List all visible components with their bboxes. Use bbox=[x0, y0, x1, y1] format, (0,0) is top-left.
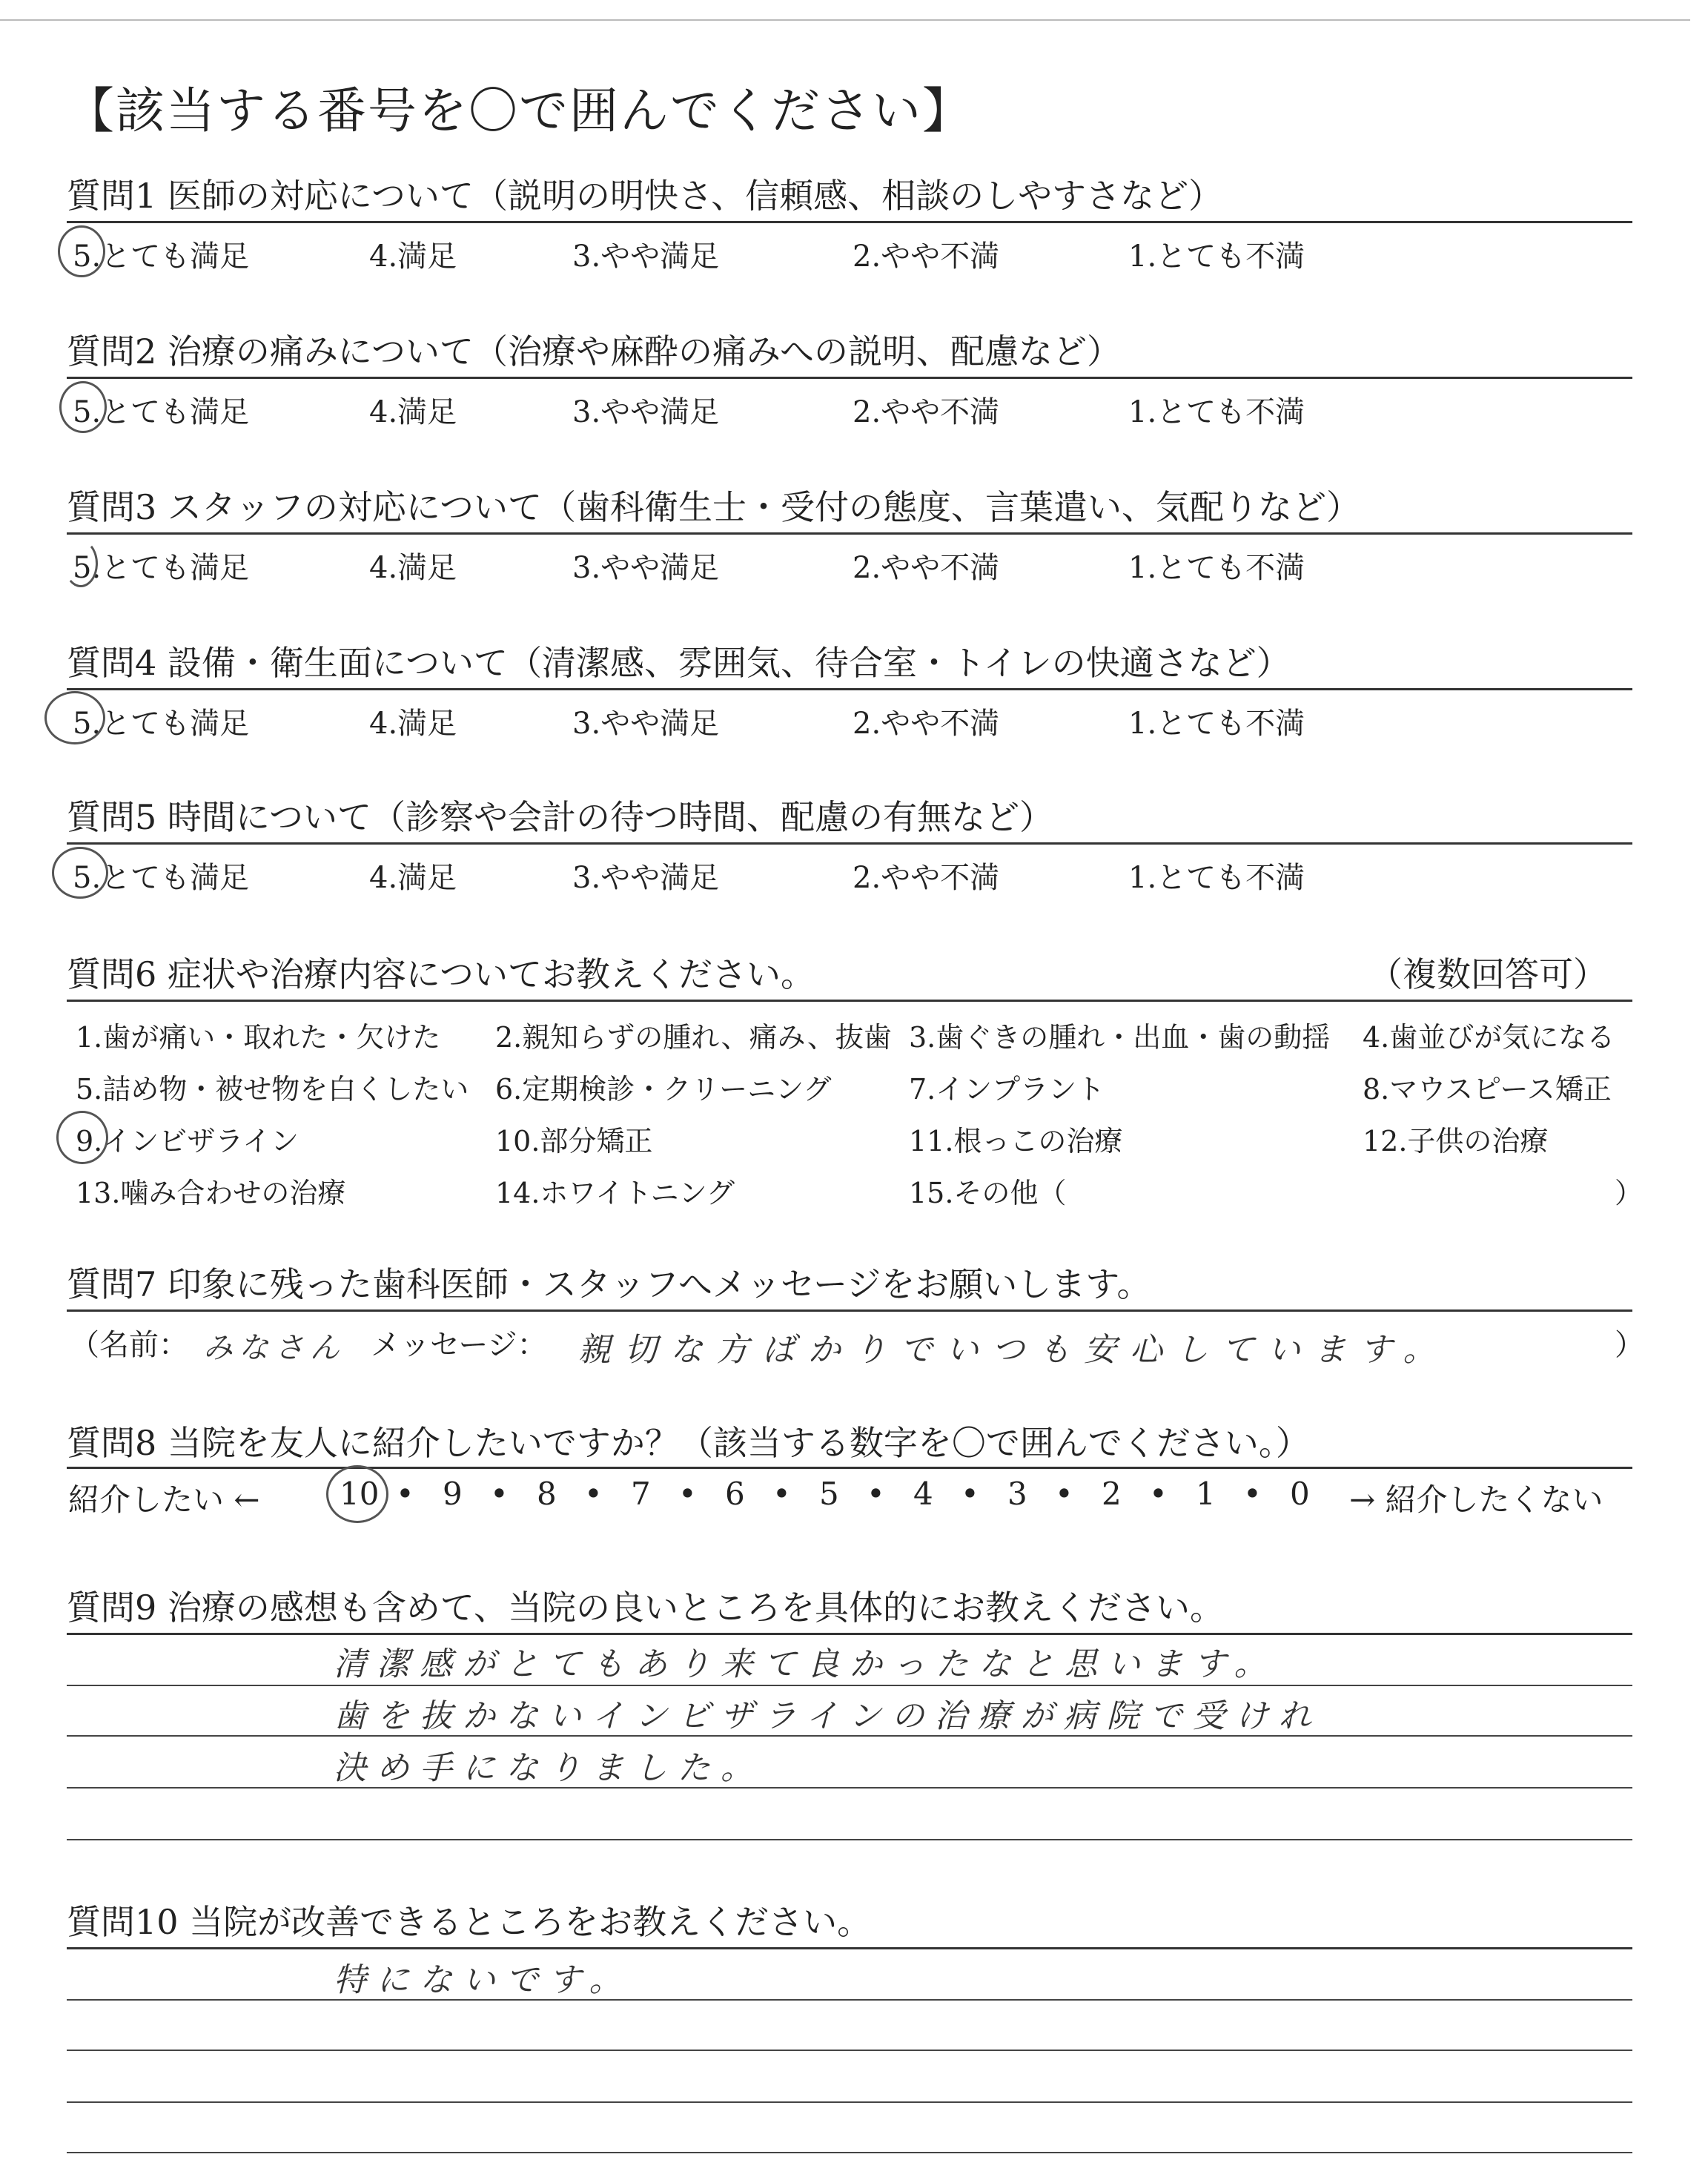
q3-option-2[interactable]: 2.やや不満 bbox=[853, 551, 1000, 585]
q2-option-1[interactable]: 1.とても不満 bbox=[1128, 395, 1305, 429]
q6-option-7[interactable]: 7.インプラント bbox=[909, 1073, 1105, 1106]
question-6-label: 質問6 症状や治療内容についてお教えください。 bbox=[67, 954, 815, 994]
q8-right-label: → 紹介したくない bbox=[1349, 1482, 1603, 1518]
q8-scale-separator: • bbox=[584, 1476, 603, 1512]
question-6-note: （複数回答可） bbox=[1368, 954, 1607, 994]
q1-option-2[interactable]: 2.やや不満 bbox=[853, 240, 1000, 274]
question-7-label: 質問7 印象に残った歯科医師・スタッフへメッセージをお願いします。 bbox=[67, 1264, 1151, 1304]
q4-selection-circle bbox=[44, 691, 105, 744]
q1-option-3[interactable]: 3.やや満足 bbox=[572, 240, 720, 274]
q6-selection-circle bbox=[56, 1111, 108, 1164]
q8-scale-separator: • bbox=[490, 1476, 509, 1512]
question-10-label: 質問10 当院が改善できるところをお教えください。 bbox=[67, 1902, 872, 1942]
q8-scale-separator: • bbox=[867, 1476, 885, 1512]
q6-option-14[interactable]: 14.ホワイトニング bbox=[495, 1177, 735, 1209]
q4-option-1[interactable]: 1.とても不満 bbox=[1128, 707, 1305, 741]
q3-option-3[interactable]: 3.やや満足 bbox=[572, 551, 720, 585]
q10-answer-text[interactable]: 特にないです。 bbox=[334, 1961, 632, 1999]
q7-close-paren: ） bbox=[1615, 1328, 1644, 1362]
q7-name-label: （名前： bbox=[70, 1328, 188, 1362]
q9-answer-line bbox=[67, 1685, 1632, 1686]
q6-option-13[interactable]: 13.噛み合わせの治療 bbox=[76, 1177, 346, 1209]
q6-option-11[interactable]: 11.根っこの治療 bbox=[909, 1125, 1123, 1157]
question-8-label: 質問8 当院を友人に紹介したいですか？（該当する数字を〇で囲んでください。） bbox=[67, 1423, 1310, 1463]
q2-selection-circle bbox=[59, 381, 107, 433]
q5-option-5[interactable]: 5.とても満足 bbox=[73, 861, 250, 895]
q3-option-4[interactable]: 4.満足 bbox=[369, 551, 457, 585]
q10-answer-line bbox=[67, 1999, 1632, 2001]
q8-scale-10[interactable]: 10 bbox=[340, 1476, 380, 1512]
q4-option-4[interactable]: 4.満足 bbox=[369, 707, 457, 741]
q4-option-2[interactable]: 2.やや不満 bbox=[853, 707, 1000, 741]
q8-scale-0[interactable]: 0 bbox=[1290, 1476, 1310, 1512]
q2-option-2[interactable]: 2.やや不満 bbox=[853, 395, 1000, 429]
q8-scale-4[interactable]: 4 bbox=[913, 1476, 933, 1512]
q1-option-1[interactable]: 1.とても不満 bbox=[1128, 240, 1305, 274]
q8-scale-6[interactable]: 6 bbox=[725, 1476, 745, 1512]
q8-scale-separator: • bbox=[772, 1476, 791, 1512]
q4-option-3[interactable]: 3.やや満足 bbox=[572, 707, 720, 741]
q1-selection-circle bbox=[58, 225, 105, 277]
q7-name-value[interactable]: みなさん bbox=[203, 1331, 345, 1365]
question-5-rule bbox=[67, 842, 1632, 845]
q9-answer-line bbox=[67, 1787, 1632, 1789]
q3-selection-circle bbox=[64, 540, 98, 587]
q8-scale-separator: • bbox=[961, 1476, 979, 1512]
q6-option-4[interactable]: 4.歯並びが気になる bbox=[1363, 1021, 1615, 1054]
q8-scale-7[interactable]: 7 bbox=[631, 1476, 651, 1512]
q6-option-8[interactable]: 8.マウスピース矯正 bbox=[1363, 1073, 1612, 1106]
q2-option-4[interactable]: 4.満足 bbox=[369, 395, 457, 429]
question-9-label: 質問9 治療の感想も含めて、当院の良いところを具体的にお教えください。 bbox=[67, 1588, 1224, 1628]
q6-option-1[interactable]: 1.歯が痛い・取れた・欠けた bbox=[76, 1021, 441, 1054]
q6-option-15[interactable]: 15.その他（ bbox=[909, 1177, 1067, 1209]
q8-scale-separator: • bbox=[396, 1476, 414, 1512]
question-7-rule bbox=[67, 1309, 1632, 1312]
q9-answer-text[interactable]: 歯を抜かないインビザラインの治療が病院で受けれ bbox=[334, 1697, 1322, 1735]
q6-option-5[interactable]: 5.詰め物・被せ物を白くしたい bbox=[76, 1073, 469, 1106]
question-5-label: 質問5 時間について（診察や会計の待つ時間、配慮の有無など） bbox=[67, 797, 1053, 837]
question-3-rule bbox=[67, 532, 1632, 535]
q8-scale-separator: • bbox=[1055, 1476, 1073, 1512]
q5-option-3[interactable]: 3.やや満足 bbox=[572, 861, 720, 895]
q5-option-1[interactable]: 1.とても不満 bbox=[1128, 861, 1305, 895]
q6-option-12[interactable]: 12.子供の治療 bbox=[1363, 1125, 1549, 1157]
q2-option-5[interactable]: 5.とても満足 bbox=[73, 395, 250, 429]
q1-option-5[interactable]: 5.とても満足 bbox=[73, 240, 250, 274]
question-3-label: 質問3 スタッフの対応について（歯科衛生士・受付の態度、言葉遣い、気配りなど） bbox=[67, 487, 1360, 527]
q8-scale-separator: • bbox=[1243, 1476, 1262, 1512]
q3-option-1[interactable]: 1.とても不満 bbox=[1128, 551, 1305, 585]
scan-top-edge bbox=[0, 19, 1690, 21]
page-title: 【該当する番号を〇で囲んでください】 bbox=[65, 82, 973, 139]
q9-answer-text[interactable]: 清潔感がとてもあり来て良かったなと思います。 bbox=[334, 1645, 1277, 1683]
q6-other-close-paren: ） bbox=[1615, 1177, 1644, 1209]
q8-scale-separator: • bbox=[1149, 1476, 1168, 1512]
question-2-label: 質問2 治療の痛みについて（治療や麻酔の痛みへの説明、配慮など） bbox=[67, 331, 1122, 371]
question-1-rule bbox=[67, 221, 1632, 223]
q10-answer-line bbox=[67, 2152, 1632, 2153]
question-2-rule bbox=[67, 377, 1632, 379]
q6-option-3[interactable]: 3.歯ぐきの腫れ・出血・歯の動揺 bbox=[909, 1021, 1331, 1054]
q7-message-value[interactable]: 親切な方ばかりでいつも安心しています。 bbox=[578, 1331, 1449, 1369]
q2-option-3[interactable]: 3.やや満足 bbox=[572, 395, 720, 429]
question-9-rule bbox=[67, 1633, 1632, 1635]
q7-message-label: メッセージ： bbox=[371, 1328, 547, 1362]
q8-left-label: 紹介したい ← bbox=[68, 1482, 260, 1518]
q6-option-2[interactable]: 2.親知らずの腫れ、痛み、抜歯 bbox=[495, 1021, 892, 1054]
question-10-rule bbox=[67, 1947, 1632, 1949]
q1-option-4[interactable]: 4.満足 bbox=[369, 240, 457, 274]
q8-scale-1[interactable]: 1 bbox=[1196, 1476, 1216, 1512]
q8-scale-separator: • bbox=[678, 1476, 697, 1512]
q3-option-5[interactable]: 5.とても満足 bbox=[73, 551, 250, 585]
q8-scale-9[interactable]: 9 bbox=[443, 1476, 463, 1512]
q10-answer-line bbox=[67, 2101, 1632, 2103]
q8-scale-3[interactable]: 3 bbox=[1007, 1476, 1027, 1512]
question-8-rule bbox=[67, 1467, 1632, 1469]
q10-answer-line bbox=[67, 2050, 1632, 2051]
question-4-label: 質問4 設備・衛生面について（清潔感、雰囲気、待合室・トイレの快適さなど） bbox=[67, 643, 1291, 683]
q8-scale-5[interactable]: 5 bbox=[819, 1476, 839, 1512]
question-4-rule bbox=[67, 688, 1632, 690]
q9-answer-text[interactable]: 決め手になりました。 bbox=[334, 1749, 764, 1787]
q6-option-10[interactable]: 10.部分矯正 bbox=[495, 1125, 653, 1157]
q5-option-2[interactable]: 2.やや不満 bbox=[853, 861, 1000, 895]
q8-scale-8[interactable]: 8 bbox=[537, 1476, 557, 1512]
question-6-rule bbox=[67, 1000, 1632, 1002]
q6-option-9[interactable]: 9.インビザライン bbox=[76, 1125, 299, 1157]
q5-option-4[interactable]: 4.満足 bbox=[369, 861, 457, 895]
q6-option-6[interactable]: 6.定期検診・クリーニング bbox=[495, 1073, 832, 1106]
q5-selection-circle bbox=[52, 847, 108, 899]
q9-answer-line bbox=[67, 1839, 1632, 1840]
q8-scale-2[interactable]: 2 bbox=[1102, 1476, 1122, 1512]
q8-selection-circle bbox=[326, 1465, 388, 1523]
question-1-label: 質問1 医師の対応について（説明の明快さ、信頼感、相談のしやすさなど） bbox=[67, 176, 1223, 216]
q4-option-5[interactable]: 5.とても満足 bbox=[73, 707, 250, 741]
